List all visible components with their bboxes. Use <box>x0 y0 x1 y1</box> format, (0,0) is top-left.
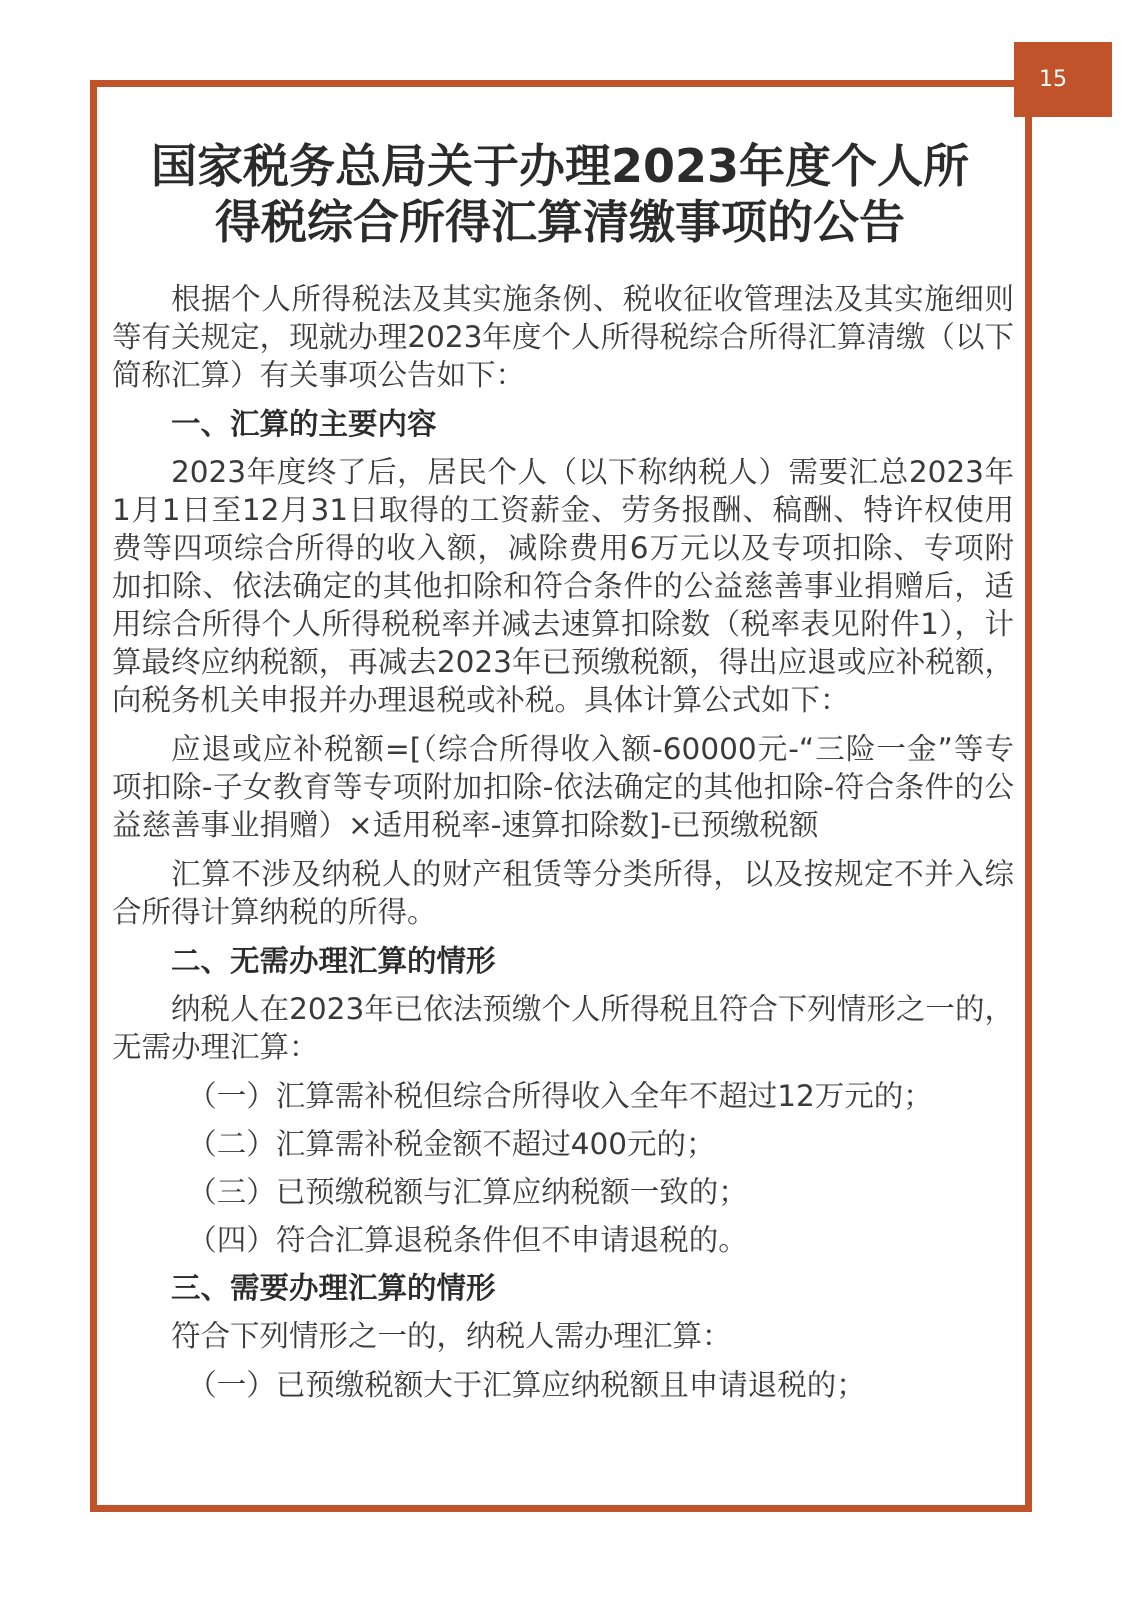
formula-paragraph: 应退或应补税额=[（综合所得收入额-60000元-“三险一金”等专项扣除-子女教育等专项附加扣除-依法确定的其他扣除-符合条件的公益慈善事业捐赠）×适用税率-速算扣除数]-已预缴税额 <box>112 732 1014 842</box>
section3-intro: 符合下列情形之一的，纳税人需办理汇算： <box>171 1319 732 1353</box>
section1-note-paragraph: 汇算不涉及纳税人的财产租赁等分类所得，以及按规定不并入综合所得计算纳税的所得。 <box>112 857 1014 929</box>
section1-heading: 一、汇算的主要内容 <box>171 407 437 441</box>
document-title-line2: 得税综合所得汇算清缴事项的公告 <box>215 195 905 249</box>
section2-heading: 二、无需办理汇算的情形 <box>171 944 496 978</box>
page-number: 15 <box>1039 67 1067 92</box>
section3-heading: 三、需要办理汇算的情形 <box>171 1271 496 1305</box>
section2-intro: 纳税人在2023年已依法预缴个人所得税且符合下列情形之一的，无需办理汇算： <box>112 992 1014 1064</box>
section2-list-item: （四）符合汇算退税条件但不申请退税的。 <box>187 1223 748 1257</box>
intro-paragraph: 根据个人所得税法及其实施条例、税收征收管理法及其实施细则等有关规定，现就办理2023年度个人所得税综合所得汇算清缴（以下简称汇算）有关事项公告如下： <box>112 282 1014 392</box>
document-title <box>120 138 1000 250</box>
document-body <box>112 280 1014 1414</box>
section1-paragraph: 2023年度终了后，居民个人（以下称纳税人）需要汇总2023年1月1日至12月31日取得的工资薪金、劳务报酬、稿酬、特许权使用费等四项综合所得的收入额，减除费用6万元以及专项扣除、专项附加扣除、依法确定的其他扣除和符合条件的公益慈善事业捐赠后，适用综合所得个人所得税税率并减去速算扣除数（税率表见附件1），计算最终应纳税额，再减去2023年已预缴税额，得出应退或应补税额，向税务机关申报并办理退税或补税。具体计算公式如下： <box>112 455 1014 717</box>
section2-list-item: （一）汇算需补税但综合所得收入全年不超过12万元的； <box>187 1079 933 1113</box>
section2-list-item: （三）已预缴税额与汇算应纳税额一致的； <box>187 1175 748 1209</box>
section2-list-item: （二）汇算需补税金额不超过400元的； <box>187 1127 716 1161</box>
document-title-line1: 国家税务总局关于办理2023年度个人所 <box>150 139 970 193</box>
section3-list-item: （一）已预缴税额大于汇算应纳税额且申请退税的； <box>187 1368 866 1402</box>
page-number-tab <box>1014 42 1112 117</box>
